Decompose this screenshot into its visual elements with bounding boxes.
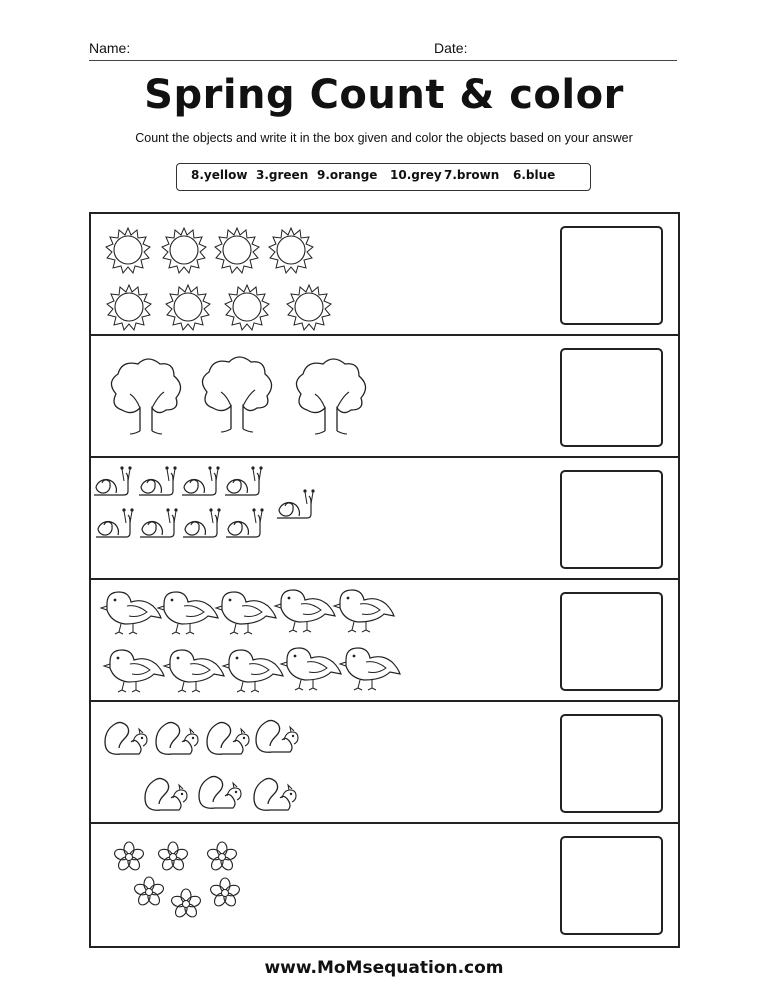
page-title: Spring Count & color bbox=[144, 72, 624, 118]
squirrel-icon bbox=[105, 722, 147, 754]
snail-icon bbox=[226, 508, 264, 537]
instructions: Count the objects and write it in the box given and color the objects based on your answer bbox=[135, 131, 633, 145]
row-squirrels bbox=[91, 702, 678, 824]
color-key-item: 10.grey bbox=[390, 168, 442, 182]
row-trees bbox=[91, 336, 678, 458]
answer-box[interactable] bbox=[560, 836, 663, 935]
sun-icon bbox=[269, 228, 313, 273]
sun-icon bbox=[166, 285, 210, 330]
sun-icon bbox=[162, 228, 206, 273]
row-flowers bbox=[91, 824, 678, 946]
flowers-group bbox=[91, 824, 551, 944]
bird-icon bbox=[334, 590, 394, 632]
answer-box[interactable] bbox=[560, 226, 663, 325]
bird-icon bbox=[275, 590, 335, 632]
tree-icon bbox=[111, 359, 180, 434]
squirrel-icon bbox=[199, 776, 241, 808]
color-key-item: 9.orange bbox=[317, 168, 378, 182]
footer-website: www.MoMsequation.com bbox=[264, 958, 504, 978]
bird-icon bbox=[340, 648, 400, 690]
flower-icon bbox=[113, 842, 145, 872]
trees-group bbox=[91, 336, 551, 456]
squirrels-group bbox=[91, 702, 551, 822]
flower-icon bbox=[170, 889, 202, 919]
color-key-item: 3.green bbox=[256, 168, 309, 182]
bird-icon bbox=[164, 650, 224, 692]
name-date-line bbox=[89, 38, 677, 61]
flower-icon bbox=[133, 877, 165, 907]
birds-group bbox=[91, 580, 551, 700]
snail-icon bbox=[94, 466, 132, 495]
sun-icon bbox=[287, 285, 331, 330]
sun-icon bbox=[215, 228, 259, 273]
name-label: Name: bbox=[89, 40, 131, 56]
answer-box[interactable] bbox=[560, 470, 663, 569]
row-birds bbox=[91, 580, 678, 702]
flower-icon bbox=[157, 842, 189, 872]
squirrel-icon bbox=[254, 778, 296, 810]
squirrel-icon bbox=[256, 720, 298, 752]
squirrel-icon bbox=[156, 722, 198, 754]
color-key-item: 6.blue bbox=[513, 168, 556, 182]
color-key bbox=[176, 163, 591, 191]
snail-icon bbox=[183, 508, 221, 537]
squirrel-icon bbox=[207, 722, 249, 754]
bird-icon bbox=[101, 592, 161, 634]
bird-icon bbox=[104, 650, 164, 692]
squirrel-icon bbox=[145, 778, 187, 810]
snail-icon bbox=[139, 466, 177, 495]
snail-icon bbox=[182, 466, 220, 495]
color-key-item: 8.yellow bbox=[191, 168, 248, 182]
tree-icon bbox=[296, 359, 365, 434]
sun-icon bbox=[106, 228, 150, 273]
snail-icon bbox=[96, 508, 134, 537]
answer-box[interactable] bbox=[560, 348, 663, 447]
snail-icon bbox=[277, 489, 315, 518]
flower-icon bbox=[206, 842, 238, 872]
answer-box[interactable] bbox=[560, 592, 663, 691]
date-label: Date: bbox=[434, 40, 468, 56]
tree-icon bbox=[202, 357, 271, 432]
row-suns bbox=[91, 214, 678, 336]
bird-icon bbox=[281, 648, 341, 690]
snail-icon bbox=[225, 466, 263, 495]
bird-icon bbox=[158, 592, 218, 634]
suns-group bbox=[91, 214, 551, 334]
sun-icon bbox=[107, 285, 151, 330]
sun-icon bbox=[225, 285, 269, 330]
answer-box[interactable] bbox=[560, 714, 663, 813]
flower-icon bbox=[209, 878, 241, 908]
counting-grid bbox=[89, 212, 680, 948]
snail-icon bbox=[140, 508, 178, 537]
bird-icon bbox=[216, 592, 276, 634]
color-key-item: 7.brown bbox=[444, 168, 500, 182]
row-snails bbox=[91, 458, 678, 580]
snails-group bbox=[91, 458, 551, 578]
bird-icon bbox=[223, 650, 283, 692]
